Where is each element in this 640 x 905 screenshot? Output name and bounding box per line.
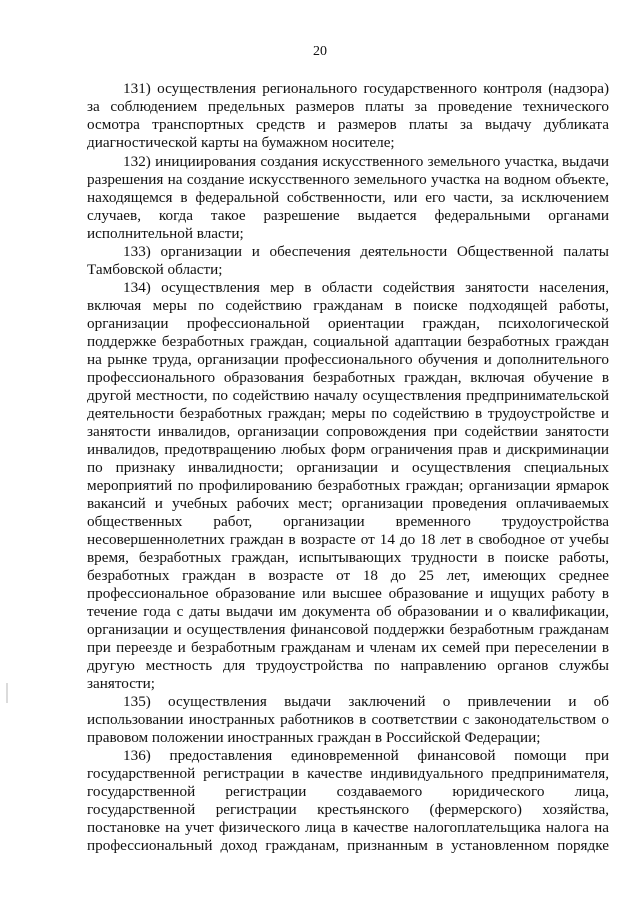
text-line: разрешения на создание искусственного земельного участка на водном объекте,: [87, 171, 609, 188]
text-line: мероприятий по профилированию безработных граждан; организации ярмарок: [87, 477, 609, 494]
text-line: профессиональное образование или высшее образование и ищущих работу в: [87, 585, 609, 602]
text-line: находящемся в федеральной собственности, или его части, за исключением: [87, 189, 609, 206]
text-line: 131) осуществления регионального государственного контроля (надзора): [123, 80, 609, 97]
text-line: поддержке безработных граждан, социальной адаптации безработных граждан: [87, 333, 609, 350]
text-line: организации профессиональной ориентации граждан, психологической: [87, 315, 609, 332]
text-line: 132) инициирования создания искусственного земельного участка, выдачи: [123, 153, 609, 170]
page-number: 20: [313, 44, 327, 59]
text-line: безработных граждан в возрасте от 18 до 25 лет, имеющих среднее: [87, 567, 609, 584]
text-line: использовании иностранных работников в соответствии с законодательством о: [87, 711, 609, 728]
text-line: инвалидов, предотвращению любых форм ограничения прав и дискриминации: [87, 441, 609, 458]
text-line: правовом положении иностранных граждан в Российской Федерации;: [87, 729, 541, 746]
text-line: занятости;: [87, 675, 155, 692]
text-line: профессиональный доход гражданам, признанным в установленном порядке: [87, 837, 609, 854]
text-line: на рынке труда, организации профессионального обучения и дополнительного: [87, 351, 609, 368]
text-line: Тамбовской области;: [87, 261, 223, 278]
text-line: вакансий и учебных рабочих мест; организации проведения оплачиваемых: [87, 495, 609, 512]
text-line: общественных работ, организации временного трудоустройства: [87, 513, 609, 530]
text-line: 134) осуществления мер в области содействия занятости населения,: [123, 279, 609, 296]
text-line: 136) предоставления единовременной финансовой помощи при: [123, 747, 609, 764]
text-line: время, безработных граждан, испытывающих трудности в поиске работы,: [87, 549, 609, 566]
text-line: осмотра транспортных средств и размеров платы за выдачу дубликата: [87, 116, 609, 133]
text-line: за соблюдением предельных размеров платы за проведение технического: [87, 98, 609, 115]
text-line: 133) организации и обеспечения деятельности Общественной палаты: [123, 243, 609, 260]
text-line: исполнительной власти;: [87, 225, 244, 242]
text-line: занятости инвалидов, организации сопровождения при содействии занятости: [87, 423, 609, 440]
text-line: государственной регистрации создаваемого юридического лица,: [87, 783, 609, 800]
text-line: организации и осуществления финансовой поддержки безработным гражданам: [87, 621, 609, 638]
text-line: течение года с даты выдачи им документа об образовании и о квалификации,: [87, 603, 609, 620]
text-line: другую местность для трудоустройства по направлению органов службы: [87, 657, 609, 674]
text-line: несовершеннолетних граждан в возрасте от 14 до 18 лет в свободное от учебы: [87, 531, 609, 548]
text-line: деятельности безработных граждан; меры по содействию в трудоустройстве и: [87, 405, 609, 422]
text-line: при переезде и безработным гражданам и членам их семей при переселении в: [87, 639, 609, 656]
text-line: включая меры по содействию гражданам в поиске подходящей работы,: [87, 297, 609, 314]
margin-mark: [6, 683, 8, 703]
text-line: государственной регистрации крестьянского (фермерского) хозяйства,: [87, 801, 609, 818]
text-line: 135) осуществления выдачи заключений о привлечении и об: [123, 693, 609, 710]
text-line: по признаку инвалидности; организации и осуществления специальных: [87, 459, 609, 476]
text-line: государственной регистрации в качестве индивидуального предпринимателя,: [87, 765, 609, 782]
text-line: диагностической карты на бумажном носителе;: [87, 134, 395, 151]
text-line: профессионального образования безработных граждан, включая обучение в: [87, 369, 609, 386]
text-line: случаев, когда такое разрешение выдается федеральными органами: [87, 207, 609, 224]
text-line: постановке на учет физического лица в качестве налогоплательщика налога на: [87, 819, 609, 836]
text-line: другой местности, по содействию началу осуществления предпринимательской: [87, 387, 609, 404]
